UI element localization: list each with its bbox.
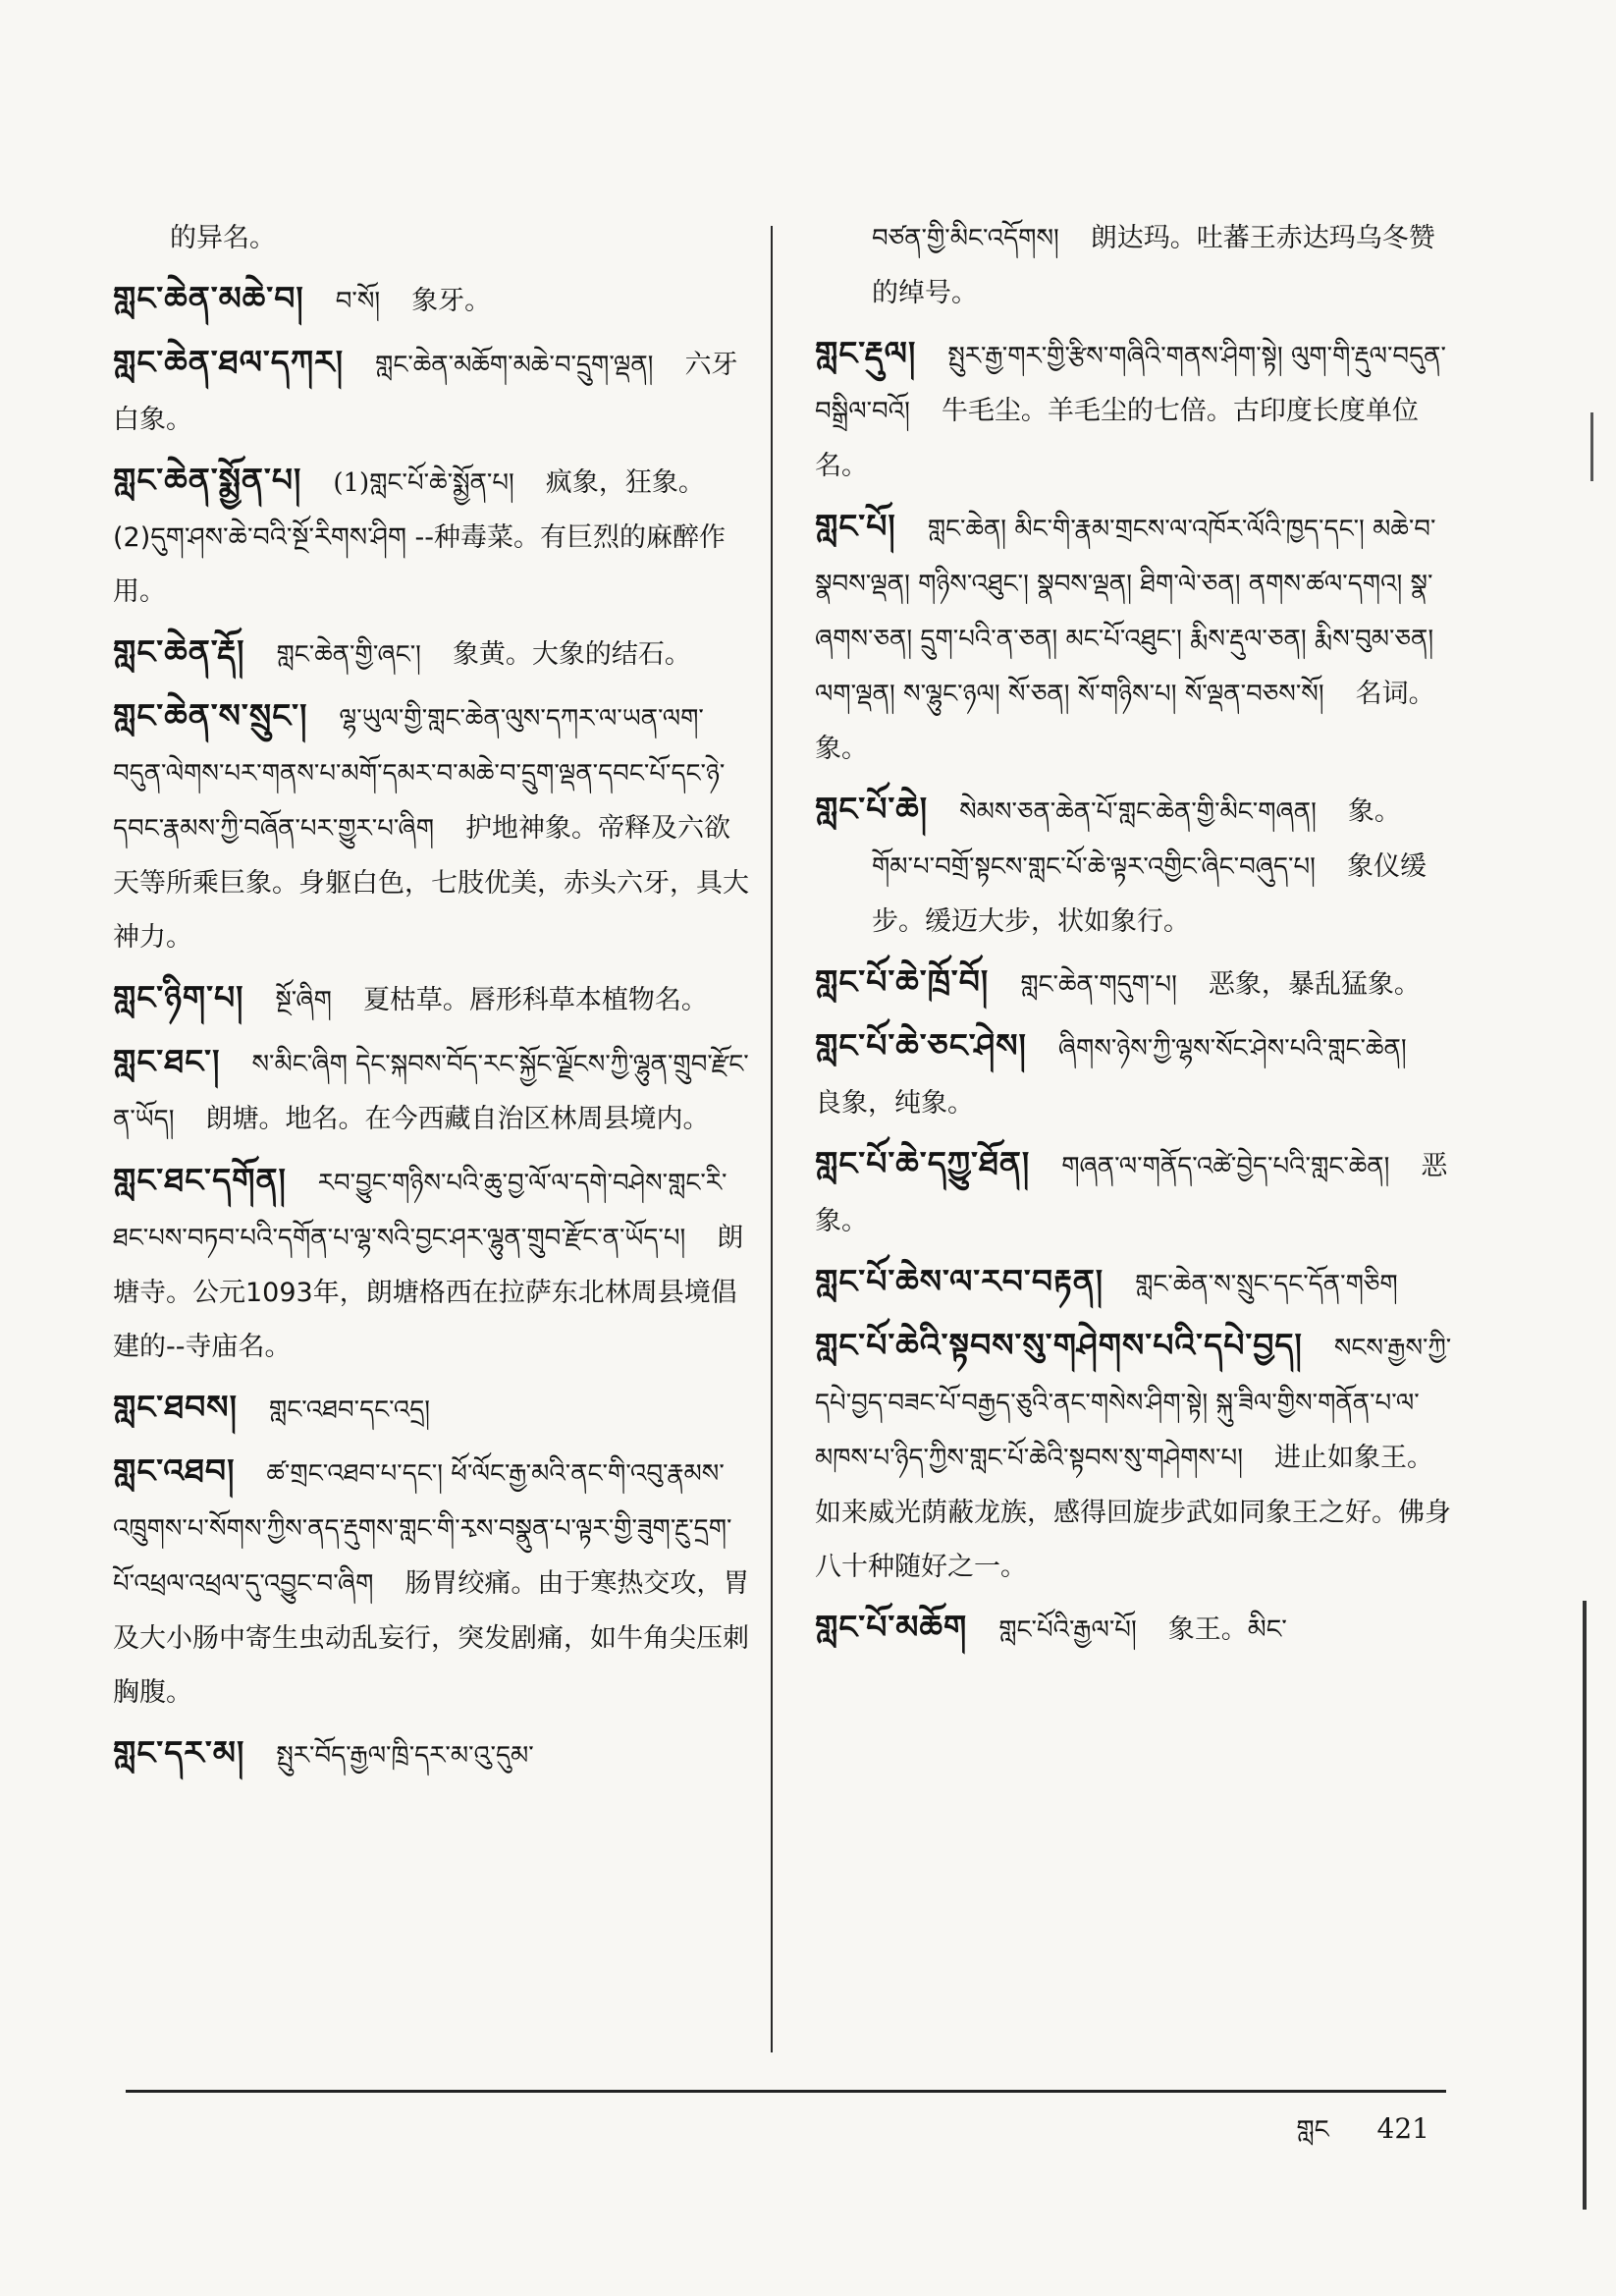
- tibetan-definition: བ་སོ།: [335, 287, 381, 316]
- page-footer: [1257, 2102, 1429, 2173]
- dictionary-entry: [113, 625, 751, 683]
- headword: གླང་ཆེན་རྡོ།: [113, 632, 245, 671]
- dictionary-entry: [170, 211, 751, 265]
- headword: གླང་ཆེན་ས་སྲུང་།: [113, 696, 308, 735]
- tibetan-definition: གླང་ཆེན། མིང་གི་རྣམ་གྲངས་ལ་འཁོར་ལོའི་ཁྱད་དང་། མཆེ་བ་སྣབས་ལྡན། གཉིས་འཐུང་། སྣབས་ལྡན། ཐིག་ལེ་ཅན། ནགས་ཚལ་དགའ། སྣ་ཞགས་ཅན། དྲུག་པའི་ན་ཅན། མང་པོ་འཐུང་། རྨིས་རྡུལ་ཅན། རྨིས་བུམ་ཅན། ལག་ལྡན། ས་ལྷུང་ཉལ། སོ་ཅན། སོ་གཉིས་པ། སོ་ལྡན་བཅས་སོ།: [815, 515, 1436, 709]
- dictionary-entry: [872, 840, 1453, 949]
- chinese-definition: 牛毛尘。羊毛尘的七倍。古印度长度单位名。: [815, 396, 1419, 481]
- dictionary-entry: [113, 688, 751, 964]
- headword: གླང་དར་མ།: [113, 1733, 245, 1772]
- chinese-definition: 恶象。: [815, 1151, 1448, 1236]
- dictionary-entry: [113, 1034, 751, 1147]
- chinese-definition: 象。: [1347, 796, 1401, 827]
- headword: གླང་འཐབ།: [113, 1451, 236, 1490]
- headword: གླང་པོ་ཆེ་དཀྱུ་ཐོན།: [815, 1144, 1031, 1182]
- tibetan-definition: གླང་ཆེན་མཆོག་མཆེ་བ་དྲུག་ལྡན།: [375, 351, 654, 380]
- headword: གླང་ཐབས།: [113, 1388, 238, 1426]
- tibetan-definition: གླང་འཐབ་དང་འདྲ།: [268, 1395, 431, 1425]
- dictionary-entry: [815, 782, 1453, 840]
- headword: གླང་ཉིག་པ།: [113, 978, 244, 1016]
- headword: གླང་ཆེན་ཐལ་དཀར།: [113, 343, 345, 381]
- tibetan-definition: རབ་བྱུང་གཉིས་པའི་ཆུ་བྱ་ལོ་ལ་དགེ་བཤེས་གླང་རི་ཐང་པས་བཏབ་པའི་དགོན་པ་ལྷ་སའི་བྱང་ཤར་ལྷུན་གྲུབ་རྫོང་ན་ཡོད་པ།: [113, 1169, 727, 1253]
- chinese-definition: 护地神象。帝释及六欲天等所乘巨象。身躯白色，七肢优美，赤头六牙，具大神力。: [113, 813, 749, 953]
- headword: གླང་པོ་ཆེའི་སྟབས་སུ་གཤེགས་པའི་དཔེ་བྱད།: [815, 1326, 1303, 1364]
- dictionary-entry: [815, 1600, 1453, 1658]
- tibetan-definition: བཙན་གྱི་མིང་འདོགས།: [872, 224, 1059, 253]
- tibetan-definition: སེམས་ཅན་ཆེན་པོ་གླང་ཆེན་གྱི་མིང་གཞན།: [959, 797, 1317, 827]
- dictionary-entry: [113, 1153, 751, 1374]
- dictionary-entry: [113, 1380, 751, 1438]
- dictionary-entry: [815, 499, 1453, 776]
- headword: གླང་པོ་མཆོག: [815, 1608, 968, 1646]
- tibetan-definition: གླང་ཆེན་ས་སྲུང་དང་དོན་གཅིག: [1135, 1270, 1398, 1299]
- column-divider: [771, 226, 773, 2052]
- dictionary-entry: [113, 335, 751, 447]
- headword: གླང་ཆེན་སྨྱོན་པ།: [113, 461, 302, 499]
- page-number: 421: [1376, 2112, 1429, 2145]
- tibetan-definition: སྤུར་རྒྱ་གར་གྱི་རྩིས་གཞིའི་གནས་ཤིག་སྟེ། ལུག་གི་རྡུལ་བདུན་བསྒྲིལ་བའོ།: [815, 342, 1446, 426]
- right-column: [815, 211, 1453, 1658]
- running-head: གླང: [1296, 2115, 1329, 2145]
- chinese-definition: 恶象，暴乱猛象。: [1208, 969, 1421, 1000]
- tibetan-definition: གླང་པོའི་རྒྱལ་པོ།: [998, 1615, 1137, 1645]
- chinese-definition: 象王。མིང་: [1167, 1614, 1287, 1645]
- headword: གླང་ཐང་།: [113, 1042, 221, 1080]
- dictionary-entry: [113, 1444, 751, 1720]
- tibetan-definition: ལྷ་ཡུལ་གྱི་གླང་ཆེན་ལུས་དཀར་ལ་ཡན་ལག་བདུན་ལེགས་པར་གནས་པ་མགོ་དམར་བ་མཆེ་བ་དྲུག་ལྡན་དབང་པོ་དང་ཉེ་དབང་རྣམས་ཀྱི་བཞོན་པར་གྱུར་པ་ཞིག: [113, 704, 726, 844]
- headword: གླང་པོ།: [815, 507, 896, 545]
- tibetan-definition: གླང་ཆེན་གྱི་ཞང་།: [276, 640, 421, 670]
- scan-edge-mark: [1590, 412, 1593, 481]
- dictionary-entry: [113, 1725, 751, 1783]
- headword: གླང་པོ་ཆེ་ཁྲོ་བོ།: [815, 962, 990, 1001]
- chinese-definition: 朗达玛。吐蕃王赤达玛乌冬赞的绰号。: [872, 223, 1435, 308]
- tibetan-definition: སངས་རྒྱས་ཀྱི་དཔེ་བྱད་བཟང་པོ་བརྒྱད་ཅུའི་ནང་གསེས་ཤིག་སྟེ། སྐུ་ཟིལ་གྱིས་གནོན་པ་ལ་མཁས་པ་ཉིད་ཀྱིས་གླང་པོ་ཆེའི་སྟབས་སུ་གཤེགས་པ།: [815, 1334, 1452, 1473]
- chinese-definition: 名词。象。: [815, 679, 1435, 764]
- tibetan-definition: གོམ་པ་བགྲོ་སྟངས་གླང་པོ་ཆེ་ལྟར་འགྱིང་ཞིང་བཞུད་པ།: [872, 852, 1316, 882]
- tibetan-definition: གཞན་ལ་གནོད་འཚེ་བྱེད་པའི་གླང་ཆེན།: [1061, 1152, 1390, 1181]
- headword: གླང་ཆེན་མཆེ་བ།: [113, 279, 304, 317]
- chinese-definition: 朗塘寺。公元1093年，朗塘格西在拉萨东北林周县境倡建的--寺庙名。: [113, 1223, 744, 1362]
- chinese-definition: 进止如象王。如来威光荫蔽龙族，感得回旋步武如同象王之好。佛身八十种随好之一。: [815, 1443, 1451, 1582]
- dictionary-entry: [815, 1318, 1453, 1594]
- headword: གླང་ཐང་དགོན།: [113, 1161, 287, 1199]
- headword: གླང་པོ་ཆེ་ཅང་ཤེས།: [815, 1026, 1027, 1065]
- left-column: [113, 211, 751, 1783]
- scan-edge-mark: [1583, 1601, 1587, 2210]
- headword: གླང་པོ་ཆེ།: [815, 790, 929, 828]
- headword: གླང་རྡུལ།: [815, 334, 917, 372]
- chinese-definition: 象牙。: [411, 286, 492, 316]
- chinese-definition: 象仪缓步。缓迈大步，状如象行。: [872, 851, 1427, 937]
- dictionary-entry: [113, 271, 751, 329]
- chinese-definition: 的异名。: [170, 223, 276, 253]
- tibetan-definition: གླང་ཆེན་གདུག་པ།: [1020, 970, 1177, 1000]
- tibetan-definition: སྔོ་ཞིག: [275, 986, 332, 1015]
- tibetan-definition: སྤུར་བོད་རྒྱལ་ཁྲི་དར་མ་འུ་དུམ་: [276, 1741, 534, 1771]
- headword: གླང་པོ་ཆེས་ལ་རབ་བརྟན།: [815, 1262, 1104, 1300]
- dictionary-entry: [815, 1136, 1453, 1248]
- chinese-definition: 朗塘。地名。在今西藏自治区林周县境内。: [205, 1104, 710, 1134]
- chinese-definition: 夏枯草。唇形科草本植物名。: [362, 985, 708, 1015]
- footer-rule: [126, 2090, 1446, 2093]
- dictionary-entry: [815, 1254, 1453, 1312]
- dictionary-entry: [113, 453, 751, 619]
- chinese-definition: 肠胃绞痛。由于寒热交攻，胃及大小肠中寄生虫动乱妄行，突发剧痛，如牛角尖压刺胸腹。: [113, 1568, 750, 1708]
- chinese-definition: 象黄。大象的结石。: [452, 639, 691, 670]
- dictionary-entry: [113, 970, 751, 1028]
- chinese-definition: 疯象，狂象。(2)དུག་ཤས་ཆེ་བའི་སྔོ་རིགས་ཤིག --种毒菜。有巨烈的麻醉作用。: [113, 467, 727, 607]
- tibetan-definition: ས་མིང་ཞིག དེང་སྐབས་བོད་རང་སྐྱོང་ལྗོངས་ཀྱི་ལྷུན་གྲུབ་རྫོང་ན་ཡོད།: [113, 1050, 749, 1134]
- dictionary-entry: [815, 326, 1453, 493]
- dictionary-entry: [815, 955, 1453, 1012]
- tibetan-definition: ཚ་གྲང་འཐབ་པ་དང་། ཕོ་ལོང་རྒྱ་མའི་ནང་གི་འབུ་རྣམས་འཁྲུགས་པ་སོགས་ཀྱིས་ནད་རྡུགས་གླང་གི་རྭས་བསྣུན་པ་ལྟར་གྱི་ཟུག་རྔུ་དྲག་པོ་འཕྲལ་འཕྲལ་དུ་འབྱུང་བ་ཞིག: [113, 1459, 732, 1599]
- dictionary-entry: [815, 1018, 1453, 1130]
- chinese-definition: 六牙白象。: [113, 350, 738, 435]
- dictionary-entry: [872, 211, 1453, 320]
- tibetan-definition: (1)གླང་པོ་ཆེ་སྨྱོན་པ།: [333, 468, 514, 498]
- chinese-definition: 良象，纯象。: [815, 1088, 974, 1119]
- tibetan-definition: ཞིགས་ཉེས་ཀྱི་ལྷས་སོང་ཤེས་པའི་གླང་ཆེན།: [1057, 1034, 1407, 1064]
